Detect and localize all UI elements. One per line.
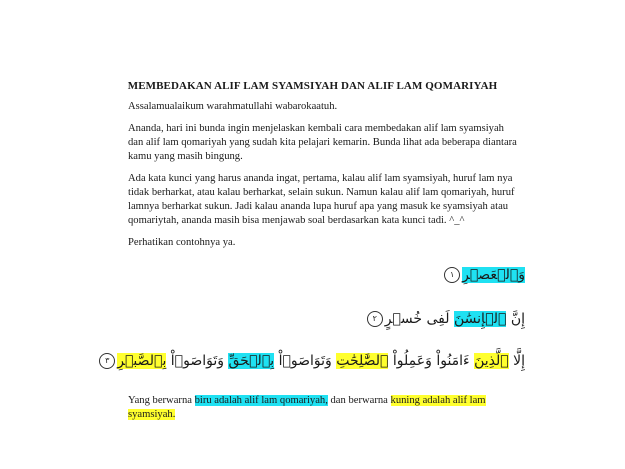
closing-text: dan berwarna	[327, 395, 391, 406]
arabic-word: إِلَّا	[508, 353, 525, 369]
arabic-verse-3	[97, 350, 525, 372]
closing-paragraph	[128, 394, 518, 422]
example-intro-paragraph: Perhatikan contohnya ya.	[128, 237, 236, 248]
keyword-paragraph: Ada kata kunci yang harus ananda ingat, pertama, kalau alif lam syamsiyah, huruf lam nya tidak berharkat, atau kalau berharkat, selain sukun. Namun kalau alif lam qomariyah, huruf lamnya berharkat sukun. Jadi kalau ananda lupa huruf apa yang masuk ke syamsiyah atau qomariytah, ananda masih bisa menjawab soal berdasarkan kata kunci tadi. ^_^	[128, 173, 515, 226]
arabic-verse-2	[365, 308, 525, 330]
arabic-verse-1	[442, 264, 525, 286]
arabic-word: وَتَوَاصَوۡاْ	[274, 353, 337, 369]
syamsiyah-word: ٱلَّذِينَ	[474, 353, 509, 369]
qomariyah-word: وَٱلۡعَصۡرِ	[462, 267, 525, 283]
ayah-number-mark: ٢	[367, 311, 383, 327]
intro-paragraph: Ananda, hari ini bunda ingin menjelaskan kembali cara membedakan alif lam syamsiyah dan alif lam qomariyah yang sudah kita pelajari kemarin. Bunda lihat ada beberapa diantara kamu yang masih bingung.	[128, 123, 517, 162]
arabic-word: إِنَّ	[506, 311, 525, 327]
closing-text: Yang berwarna	[128, 395, 195, 406]
arabic-word: ءَامَنُواْ وَعَمِلُواْ	[388, 353, 475, 369]
syamsiyah-word: بِٱلصَّبۡرِ	[117, 353, 167, 369]
qomariyah-word: بِٱلۡحَقِّ	[228, 353, 275, 369]
qomariyah-legend: biru adalah alif lam qomariyah,	[194, 395, 328, 406]
ayah-number-mark: ١	[444, 267, 460, 283]
arabic-word: لَفِى خُسۡرٍ	[384, 311, 454, 327]
greeting-paragraph: Assalamualaikum warahmatullahi wabarokaatuh.	[128, 101, 338, 112]
document-title: MEMBEDAKAN ALIF LAM SYAMSIYAH DAN ALIF LAM QOMARIYAH	[127, 80, 498, 92]
syamsiyah-word: ٱلصَّٰلِحَٰتِ	[336, 353, 389, 369]
syamsiyah-legend: kuning adalah alif lam syamsiyah.	[128, 395, 486, 420]
arabic-word: وَتَوَاصَوۡاْ	[166, 353, 229, 369]
qomariyah-word: ٱلۡإِنسَٰنَ	[453, 311, 507, 327]
ayah-number-mark: ٣	[99, 353, 115, 369]
